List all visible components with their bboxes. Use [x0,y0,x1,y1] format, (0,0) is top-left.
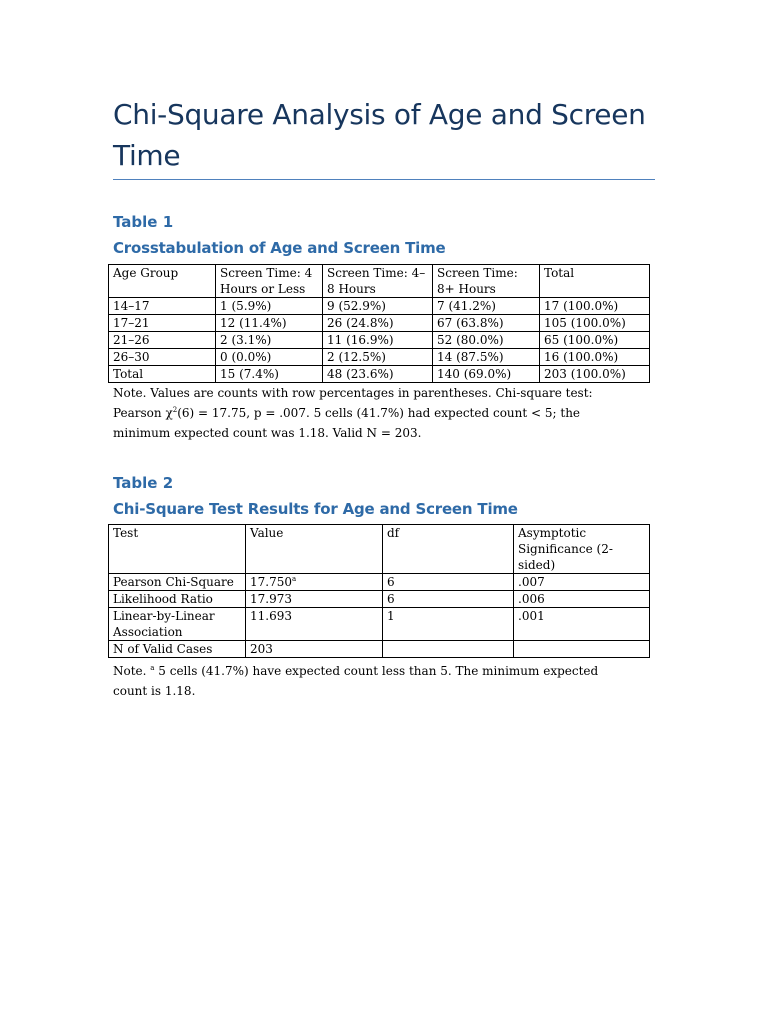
table-cell: 2 (3.1%) [216,332,323,349]
table-cell: 26–30 [109,349,216,366]
table-cell: 9 (52.9%) [323,298,433,315]
table-cell: 14–17 [109,298,216,315]
table-row [109,574,650,591]
table1-caption: Crosstabulation of Age and Screen Time [113,239,446,257]
superscript: a [292,575,297,583]
header-cell: Screen Time: 4–8 Hours [323,265,433,298]
document-title: Chi-Square Analysis of Age and Screen Time [113,98,646,172]
table-cell: 14 (87.5%) [433,349,540,366]
table-row [109,298,650,315]
table1-number: Table 1 [113,213,174,231]
value-text: 203 [250,642,273,656]
table-cell: Total [109,366,216,383]
table-row [109,315,650,332]
header-cell: Age Group [109,265,216,298]
value-text: 17.750 [250,575,292,589]
table-row [109,349,650,366]
table-cell: 12 (11.4%) [216,315,323,332]
note-text: Note. [113,664,151,678]
note-text: Note. Values are counts with row percentages in parentheses. Chi-square test: Pearson [113,386,593,420]
table-cell: 11 (16.9%) [323,332,433,349]
header-cell: df [383,525,514,574]
title-underline [113,179,655,180]
table-header-row [109,265,650,298]
table-cell: 65 (100.0%) [540,332,650,349]
note-text: 5 cells (41.7%) have expected count less than 5. The minimum expected count is 1.18. [113,664,599,698]
table-header-row [109,525,650,574]
table-cell: 7 (41.2%) [433,298,540,315]
table-cell: 52 (80.0%) [433,332,540,349]
table-row [109,641,650,658]
header-cell: Screen Time: 4 Hours or Less [216,265,323,298]
crosstab-table [108,264,650,383]
table-cell [514,641,650,658]
table-cell: 6 [383,574,514,591]
header-cell: Total [540,265,650,298]
table-cell: 1 (5.9%) [216,298,323,315]
table-cell: 17–21 [109,315,216,332]
header-cell: Asymptotic Significance (2-sided) [514,525,650,574]
table-row [109,591,650,608]
table-cell: Linear-by-Linear Association [109,608,246,641]
table-cell: 1 [383,608,514,641]
table1-note [113,383,633,443]
header-cell: Screen Time: 8+ Hours [433,265,540,298]
table-cell [246,608,383,641]
note-text: (6) = 17.75, p = .007. 5 cells (41.7%) had expected count < 5; the minimum expected count was 1.18. Valid N = 203. [113,406,581,440]
table-cell [383,641,514,658]
table-cell: 140 (69.0%) [433,366,540,383]
table-cell: 203 (100.0%) [540,366,650,383]
table-cell: Likelihood Ratio [109,591,246,608]
table-row [109,332,650,349]
table-cell: .006 [514,591,650,608]
superscript: 2 [172,406,178,414]
table-total-row [109,366,650,383]
table-cell: Pearson Chi-Square [109,574,246,591]
chi-square-table [108,524,650,658]
table-cell: 26 (24.8%) [323,315,433,332]
table-cell [246,574,383,591]
value-text: 17.973 [250,592,292,606]
chi-symbol: χ [165,406,173,420]
table-cell: 15 (7.4%) [216,366,323,383]
table-cell: 0 (0.0%) [216,349,323,366]
table-cell: .007 [514,574,650,591]
table-cell: 48 (23.6%) [323,366,433,383]
table-cell: 17 (100.0%) [540,298,650,315]
table-cell: 21–26 [109,332,216,349]
header-cell: Test [109,525,246,574]
table2-note [113,661,633,701]
table-cell: 16 (100.0%) [540,349,650,366]
table-cell: 67 (63.8%) [433,315,540,332]
table-cell [246,591,383,608]
value-text: 11.693 [250,609,292,623]
table-cell: 2 (12.5%) [323,349,433,366]
table2-caption: Chi-Square Test Results for Age and Screen Time [113,500,518,518]
table-cell: 105 (100.0%) [540,315,650,332]
table-cell: N of Valid Cases [109,641,246,658]
table2-number: Table 2 [113,474,174,492]
table-cell [246,641,383,658]
superscript: a [150,664,155,672]
table-cell: .001 [514,608,650,641]
table-cell: 6 [383,591,514,608]
header-cell: Value [246,525,383,574]
table-row [109,608,650,641]
